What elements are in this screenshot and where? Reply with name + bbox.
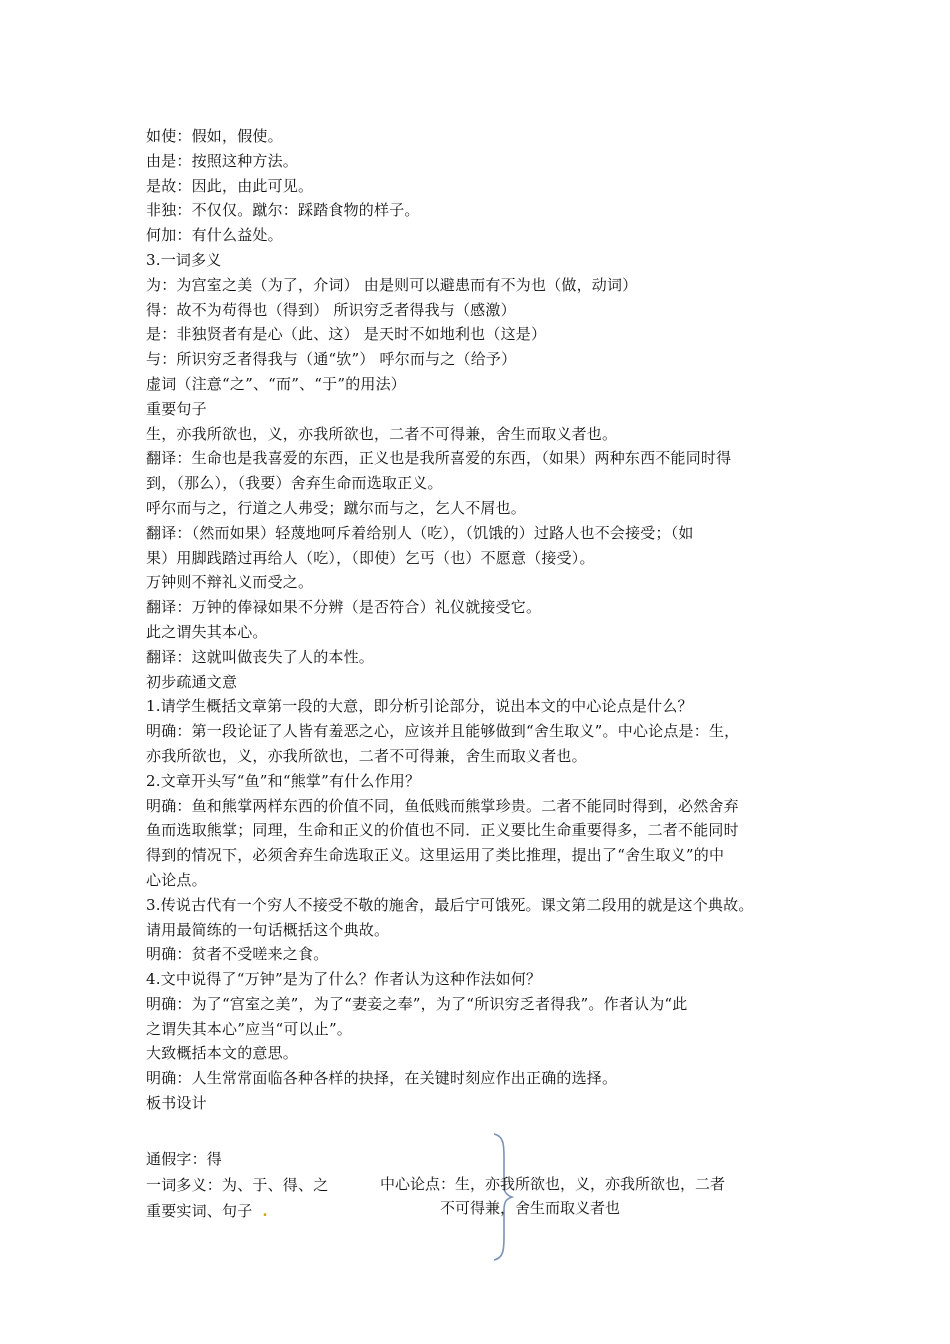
text-line: 与：所识穷乏者得我与（通“欤”） 呼尔而与之（给予）: [146, 350, 517, 369]
text-line: 翻译：万钟的俸禄如果不分辨（是否符合）礼仪就接受它。: [146, 598, 542, 617]
text-line: 翻译：（然而如果）轻蔑地呵斥着给别人（吃），（饥饿的）过路人也不会接受；（如: [146, 523, 694, 542]
text-line: 心论点。: [146, 870, 207, 889]
text-line: 此之谓失其本心。: [146, 622, 268, 641]
text-line: 由是：按照这种方法。: [146, 151, 299, 170]
text-line: 3.一词多义: [146, 250, 222, 269]
text-line: 初步疏通文意: [146, 672, 238, 691]
text-line: 虚词（注意“之”、“而”、“于”的用法）: [146, 374, 407, 393]
text-line: 2.文章开头写“鱼”和“熊掌”有什么作用？: [146, 771, 421, 790]
central-argument-line1: 中心论点：生，亦我所欲也，义，亦我所欲也，二者: [380, 1175, 726, 1193]
text-line: 呼尔而与之，行道之人弗受；蹴尔而与之，乞人不屑也。: [146, 498, 527, 517]
text-line: 得到的情况下，必须舍弃生命选取正义。这里运用了类比推理，提出了“舍生取义”的中: [146, 846, 725, 865]
text-line: 明确：人生常常面临各种各样的抉择，在关键时刻应作出正确的选择。: [146, 1069, 618, 1088]
board-item: 一词多义：为、于、得、之: [146, 1176, 329, 1194]
text-line: 如使：假如，假使。: [146, 127, 283, 145]
text-line: 明确：第一段论证了人皆有羞恶之心，应该并且能够做到“舍生取义”。中心论点是：生，: [146, 722, 740, 741]
central-argument-line2: 不可得兼，舍生而取义者也: [440, 1199, 621, 1217]
text-line: 明确：鱼和熊掌两样东西的价值不同，鱼低贱而熊掌珍贵。二者不能同时得到，必然舍弃: [146, 796, 739, 815]
text-line: 何加：有什么益处。: [146, 226, 283, 245]
text-line: 是故：因此，由此可见。: [146, 176, 314, 195]
text-line: 为：为宫室之美（为了，介词） 由是则可以避患而有不为也（做，动词）: [146, 275, 638, 294]
board-left-column: [146, 1146, 328, 1224]
text-line: 万钟则不辩礼义而受之。: [146, 573, 314, 592]
text-line: 明确：为了“宫室之美”，为了“妻妾之奉”，为了“所识穷乏者得我”。作者认为“此: [146, 994, 688, 1013]
text-line: 翻译：生命也是我喜爱的东西，正义也是我所喜爱的东西，（如果）两种东西不能同时得: [146, 449, 732, 468]
mark-dot: .: [262, 1202, 268, 1220]
text-line: 非独：不仅仅。蹴尔：踩踏食物的样子。: [146, 201, 420, 220]
text-line: 翻译：这就叫做丧失了人的本性。: [146, 647, 375, 666]
text-line: 之谓失其本心”应当“可以止”。: [146, 1019, 353, 1038]
text-line: 1.请学生概括文章第一段的大意，即分析引论部分，说出本文的中心论点是什么？: [146, 697, 693, 716]
text-line: 请用最简练的一句话概括这个典故。: [146, 920, 390, 939]
blackboard-design: [146, 1146, 826, 1266]
text-line: 4.文中说得了“万钟”是为了什么？作者认为这种作法如何？: [146, 970, 542, 989]
text-line: 到，（那么），（我要）舍弃生命而选取正义。: [146, 474, 443, 493]
text-line: 亦我所欲也，义，亦我所欲也，二者不可得兼，舍生而取义者也。: [146, 746, 587, 765]
board-item: 通假字：得: [146, 1150, 223, 1168]
text-line: 是：非独贤者有是心（此、这） 是天时不如地利也（这是）: [146, 325, 547, 344]
text-line: 大致概括本文的意思。: [146, 1044, 299, 1063]
text-line: 板书设计: [146, 1094, 207, 1113]
text-line: 果）用脚践踏过再给人（吃），（即使）乞丐（也）不愿意（接受）。: [146, 548, 595, 567]
body-text: [146, 124, 826, 1116]
board-item: 重要实词、句子 .: [146, 1202, 268, 1220]
text-line: 3.传说古代有一个穷人不接受不敬的施舍，最后宁可饿死。课文第二段用的就是这个典故。: [146, 895, 754, 914]
text-line: 鱼而选取熊掌；同理，生命和正义的价值也不同．正义要比生命重要得多，二者不能同时: [146, 821, 739, 840]
text-line: 重要句子: [146, 399, 207, 418]
text-line: 生，亦我所欲也，义，亦我所欲也，二者不可得兼，舍生而取义者也。: [146, 424, 618, 443]
text-line: 得：故不为苟得也（得到） 所识穷乏者得我与（感激）: [146, 300, 516, 319]
text-line: 明确：贫者不受嗟来之食。: [146, 945, 329, 964]
